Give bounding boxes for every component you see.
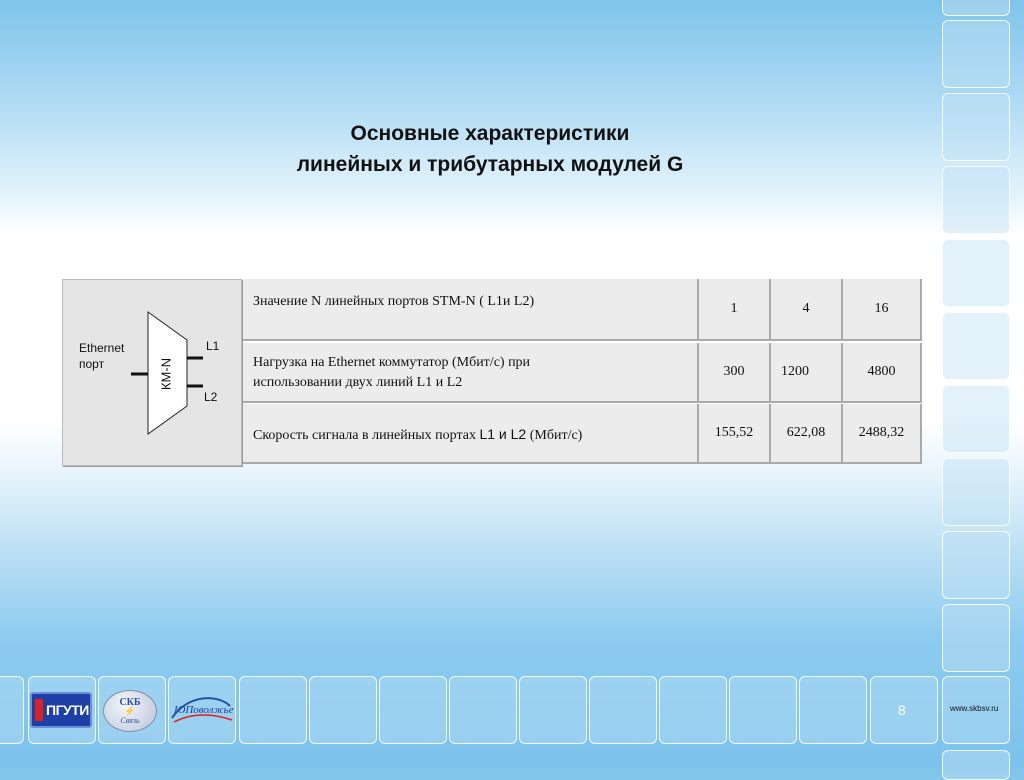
table-cell: 1200 — [771, 343, 843, 403]
l2-label: L2 — [204, 390, 218, 404]
pguti-logo — [30, 692, 92, 728]
row-label-line1: Нагрузка на Ethernet коммутатор (Мбит/с) при — [253, 355, 531, 370]
table-row-label — [243, 343, 699, 403]
decor-tile — [519, 676, 587, 744]
table-row-label — [243, 279, 699, 341]
decor-tile — [0, 676, 24, 744]
skb-svyaz-logo — [103, 690, 157, 732]
third-logo — [168, 692, 236, 728]
decor-tile — [942, 750, 1010, 780]
third-logo-text: ЮПоволжье — [174, 704, 234, 716]
module-diagram — [62, 279, 242, 466]
row-label-part: (Мбит/с) — [526, 428, 583, 443]
decor-tile — [942, 166, 1010, 234]
decor-tile — [942, 0, 1010, 16]
row-label-part: L1 и L2 — [479, 426, 527, 442]
table-cell: 622,08 — [771, 404, 843, 464]
decor-tile — [449, 676, 517, 744]
port-label: порт — [79, 357, 105, 371]
lightning-icon: ⚡ — [124, 706, 136, 716]
decor-tile — [239, 676, 307, 744]
decor-tile — [942, 312, 1010, 380]
decor-tile — [942, 385, 1010, 453]
table-cell: 4 — [771, 279, 843, 341]
svyaz-text: Связь — [120, 716, 140, 725]
decor-tile — [589, 676, 657, 744]
l1-label: L1 — [206, 339, 220, 353]
table-cell: 1 — [699, 279, 771, 341]
decor-tile — [942, 458, 1010, 526]
table-cell: 155,52 — [699, 404, 771, 464]
decor-tile — [659, 676, 727, 744]
table-cell: 4800 — [843, 343, 922, 403]
skb-text: СКБ — [119, 697, 141, 708]
page-number: 8 — [898, 702, 906, 718]
row-label-line2: использовании двух линий L1 и L2 — [253, 375, 463, 390]
ethernet-label: Ethernet — [79, 341, 125, 355]
pguti-text: ПГУТИ — [46, 702, 89, 718]
row-label-part: Скорость сигнала в линейных портах — [253, 428, 480, 443]
table-cell: 2488,32 — [843, 404, 922, 464]
decor-tile — [729, 676, 797, 744]
table-cell: 16 — [843, 279, 922, 341]
website-label: www.skbsv.ru — [950, 704, 999, 713]
decor-tile — [942, 20, 1010, 88]
decor-tile — [942, 531, 1010, 599]
decor-tile — [942, 604, 1010, 672]
decor-tile — [799, 676, 867, 744]
module-shape — [63, 280, 241, 465]
slide-title-line2: линейных и трибутарных модулей G — [296, 153, 684, 176]
decor-tile — [942, 239, 1010, 307]
table-row-label — [243, 404, 699, 464]
slide-title — [160, 118, 820, 180]
decor-tile — [379, 676, 447, 744]
decor-tile — [942, 93, 1010, 161]
decor-tile — [309, 676, 377, 744]
km-n-label: КМ-N — [158, 357, 174, 391]
table-cell: 300 — [699, 343, 771, 403]
slide-title-line1: Основные характеристики — [350, 122, 630, 145]
row-label-text: Значение N линейных портов STM-N ( L1и L2) — [253, 294, 535, 309]
